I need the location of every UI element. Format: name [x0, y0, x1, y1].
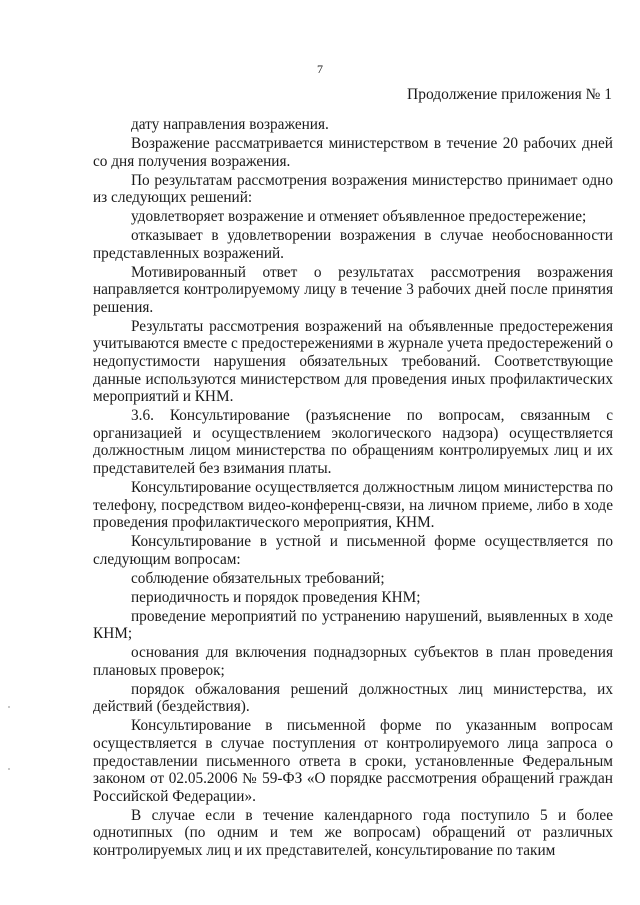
paragraph: По результатам рассмотрения возражения министерство принимает одно из следующих решений: — [93, 171, 613, 207]
paragraph: Консультирование в письменной форме по указанным вопросам осуществляется в случае поступления от контролируемого лица запроса о предоставлении письменного ответа в сроки, установленные Федеральным законом от 02.05.2006 № 59-ФЗ «О порядке рассмотрения обращений граждан Российской Федерации». — [93, 717, 613, 805]
paragraph: Мотивированный ответ о результатах рассмотрения возражения направляется контролируемому лицу в течение 3 рабочих дней после принятия решения. — [93, 263, 613, 316]
document-body — [93, 116, 613, 860]
paragraph: В случае если в течение календарного года поступило 5 и более однотипных (по одним и тем же вопросам) обращений от различных контролируемых лиц и их представителей, консультирование по таким — [93, 806, 613, 859]
list-item: порядок обжалования решений должностных лиц министерства, их действий (бездействия). — [93, 680, 613, 716]
list-item: соблюдение обязательных требований; — [131, 569, 385, 587]
appendix-continuation-note: Продолжение приложения № 1 — [407, 86, 612, 103]
paragraph: дату направления возражения. — [131, 116, 329, 133]
list-item: периодичность и порядок проведения КНМ; — [131, 588, 421, 606]
scan-margin-mark — [8, 706, 10, 708]
paragraph: Консультирование осуществляется должностным лицом министерства по телефону, посредством видео-конференц-связи, на личном приеме, либо в ходе проведения профилактического мероприятия, КНМ. — [93, 479, 613, 532]
list-item: отказывает в удовлетворении возражения в случае необоснованности представленных возражений. — [93, 227, 613, 262]
paragraph: Возражение рассматривается министерством в течение 20 рабочих дней со дня получения возражения. — [93, 134, 613, 170]
paragraph: Результаты рассмотрения возражений на объявленные предостережения учитываются вместе с предостережениями в журнале учета предостережений о недопустимости нарушения обязательных требований. Соответствующие данные используются министерством для проведения иных профилактических мероприятий и КНМ. — [93, 317, 613, 406]
list-item: проведение мероприятий по устранению нарушений, выявленных в ходе КНМ; — [93, 607, 613, 643]
paragraph: Консультирование в устной и письменной форме осуществляется по следующим вопросам: — [93, 533, 613, 568]
list-item: основания для включения поднадзорных субъектов в план проведения плановых проверок; — [93, 644, 613, 679]
list-item: удовлетворяет возражение и отменяет объявленное предостережение; — [131, 208, 587, 226]
scan-margin-mark — [8, 768, 10, 770]
section-3-6-paragraph: 3.6. Консультирование (разъяснение по вопросам, связанным с организацией и осуществлением экологического надзора) осуществляется должностным лицом министерства по обращениям контролируемых лиц и их представителей без взимания платы. — [93, 407, 613, 478]
page-number: 7 — [317, 62, 323, 76]
